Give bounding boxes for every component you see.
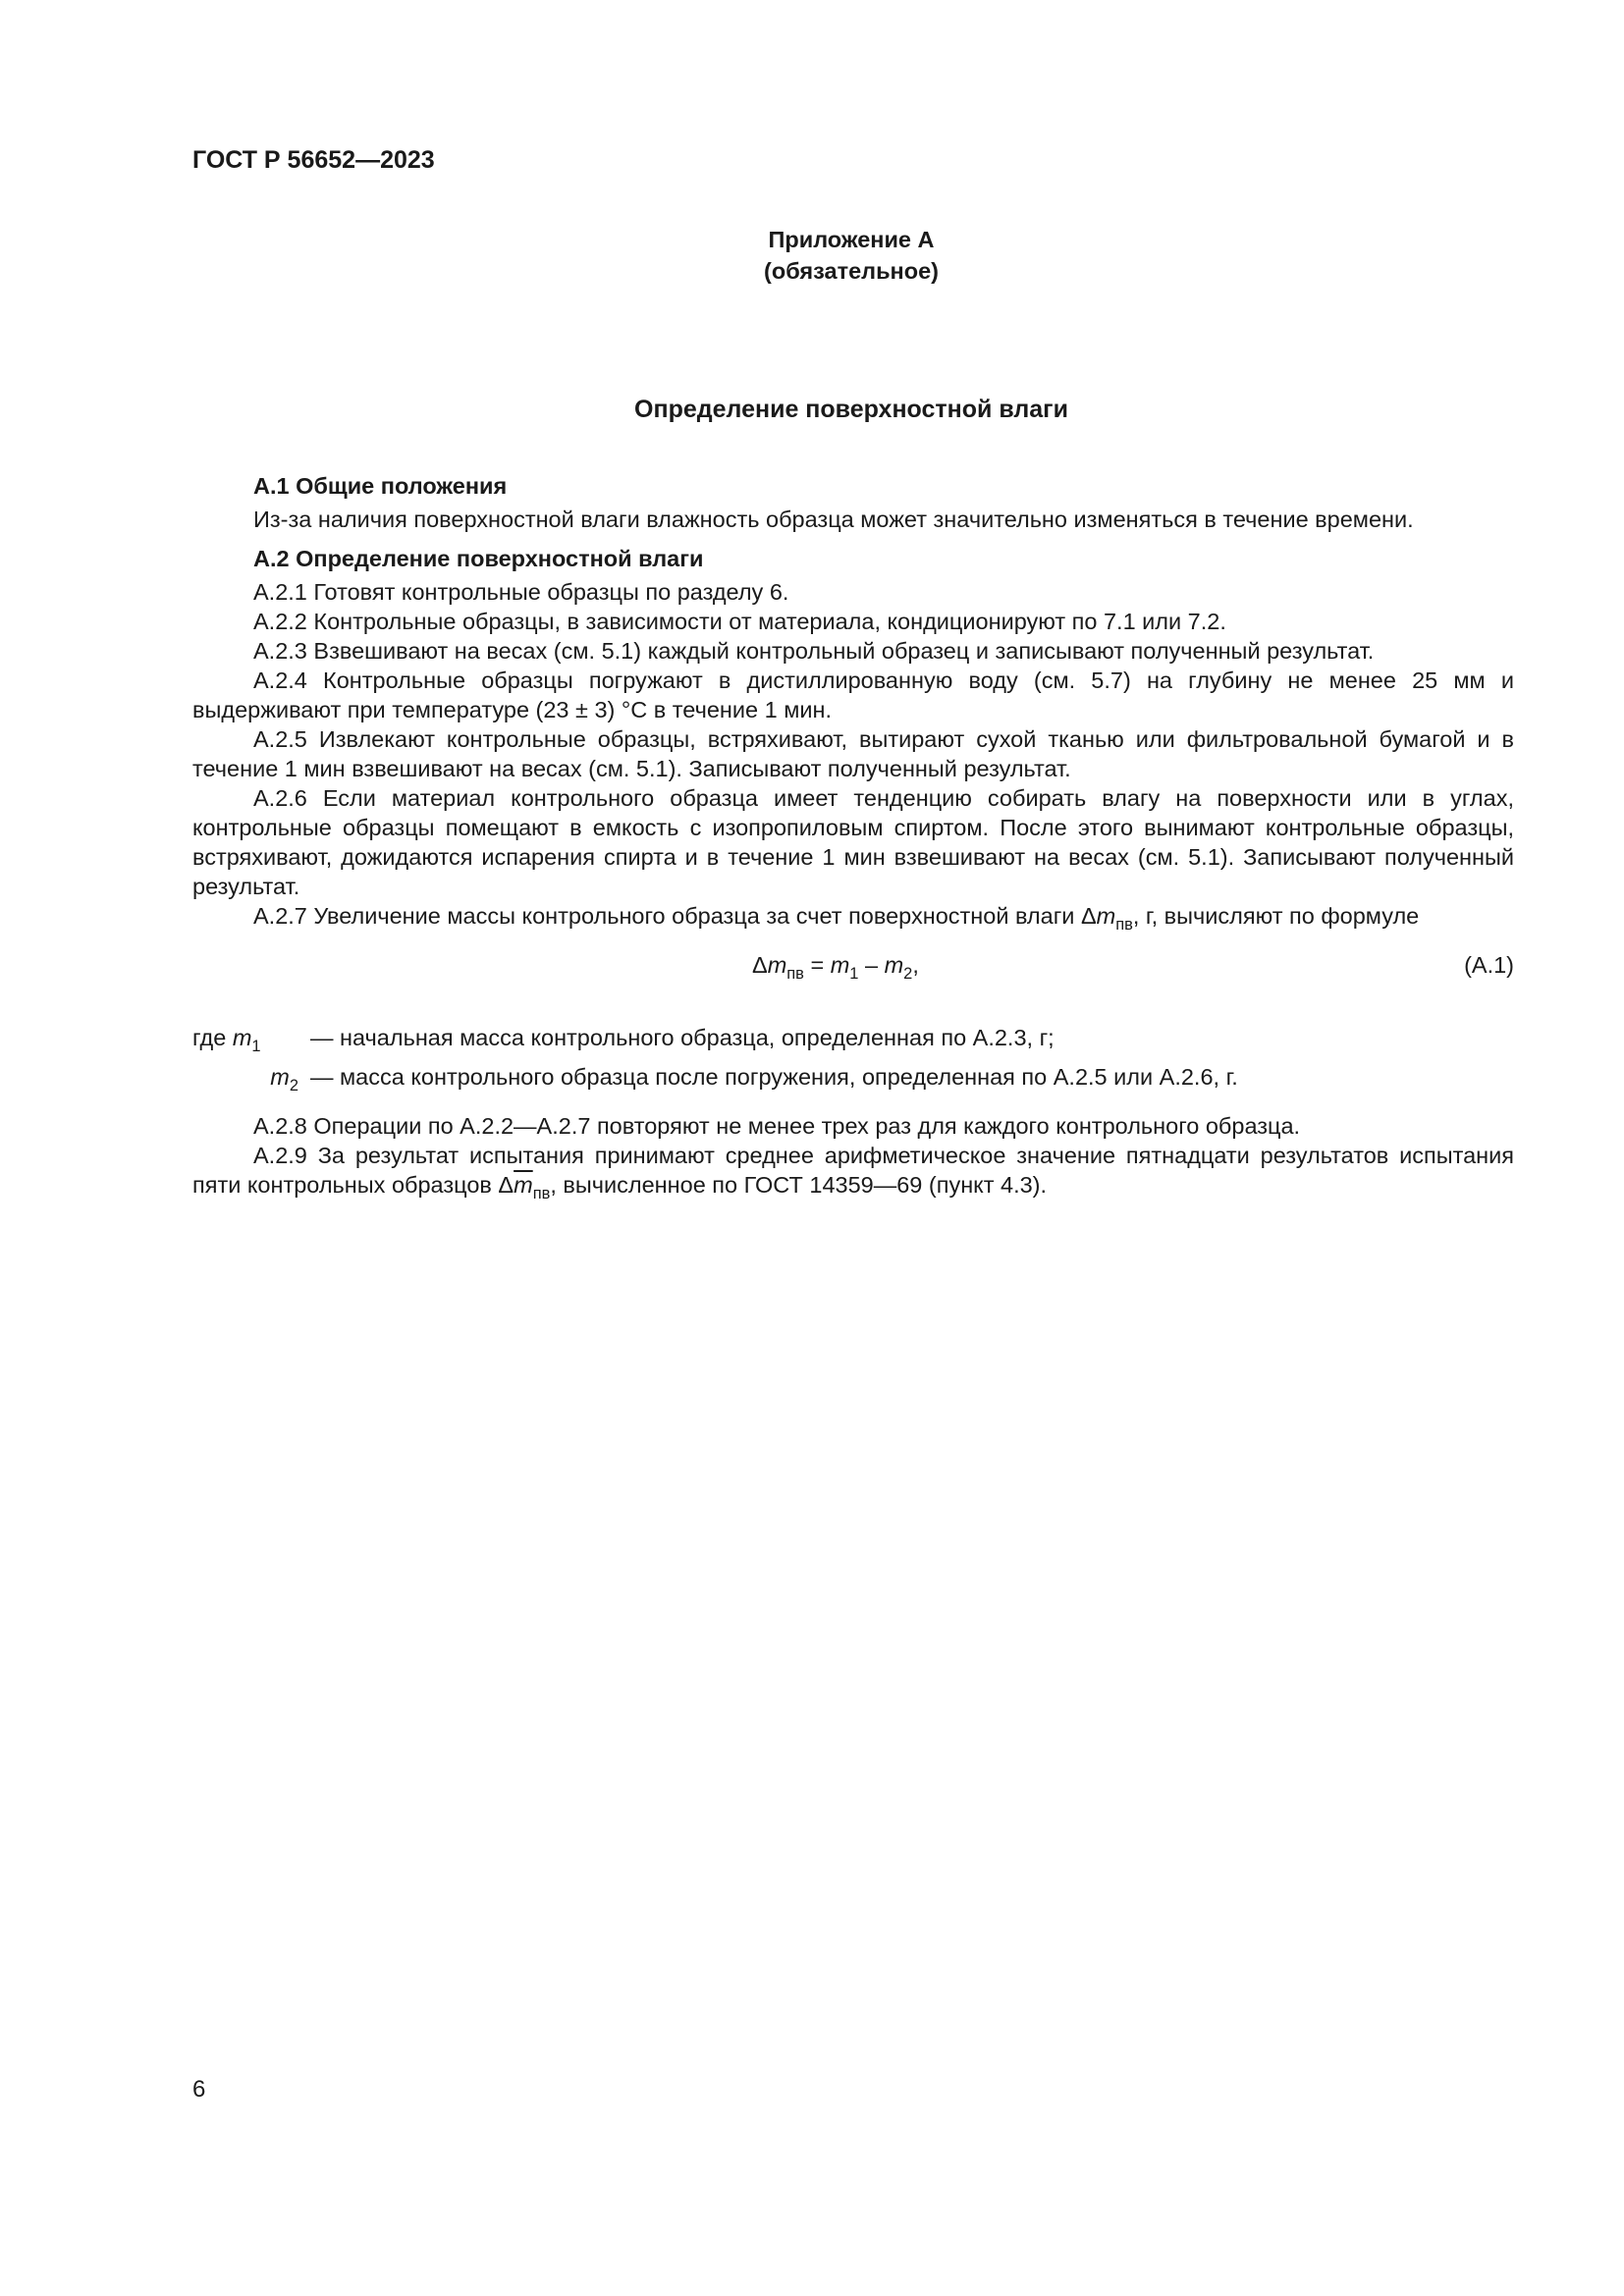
paragraph-a2-6: А.2.6 Если материал контрольного образца имеет тенденцию собирать влагу на поверхности или в углах, контрольные образцы помещают в емкость с изопропиловым спиртом. После этого вынимают контрольные образцы, встряхивают, дожидаются испарения спирта и в течение 1 мин взвешивают на весах (см. 5.1). Записывают полученный результат. (192, 785, 1514, 899)
page-number: 6 (192, 2076, 206, 2103)
paragraph-a2-2: А.2.2 Контрольные образцы, в зависимости от материала, кондиционируют по 7.1 или 7.2. (253, 609, 1226, 634)
paragraph-a2-9-text: А.2.9 За результат испытания принимают среднее арифметическое значение пятнадцати результатов испытания пяти контрольных образцов (192, 1143, 1514, 1198)
legend-row-m1 (192, 1023, 1055, 1055)
paragraph-a2-4: А.2.4 Контрольные образцы погружают в дистиллированную воду (см. 5.7) на глубину не менее 25 мм и выдерживают при температуре (23 ± 3) °С в течение 1 мин. (192, 667, 1514, 722)
document-code: ГОСТ Р 56652—2023 (192, 146, 435, 174)
legend-text-m2: — масса контрольного образца после погружения, определенная по А.2.5 или А.2.6, г. (310, 1064, 1238, 1090)
paragraph-a2-5: А.2.5 Извлекают контрольные образцы, встряхивают, вытирают сухой тканью или фильтровальной бумагой и в течение 1 мин взвешивают на весах (см. 5.1). Записывают полученный результат. (192, 726, 1514, 781)
section-heading-a2: А.2 Определение поверхностной влаги (253, 546, 704, 571)
annex-title: Определение поверхностной влаги (634, 396, 1068, 423)
symbol-delta-m-pv: $\Delta m_{пв}$ (1080, 903, 1133, 934)
formula-legend (192, 1023, 1514, 1101)
section-heading-a1: А.1 Общие положения (253, 473, 508, 499)
paragraph-a2-1: А.2.1 Готовят контрольные образцы по разделу 6. (253, 579, 789, 605)
paragraph-a2-7-text: А.2.7 Увеличение массы контрольного образца за счет поверхностной влаги (253, 903, 1081, 929)
paragraph-a2-7 (192, 901, 1514, 934)
paragraph-a2-7-tail: , г, вычисляют по формуле (1132, 903, 1420, 929)
formula-expression: $\Delta m_{пв} = m_1 - m_2$, (752, 952, 919, 983)
paragraph-a1: Из-за наличия поверхностной влаги влажность образца может значительно изменяться в течение времени. (253, 507, 1414, 532)
annex-heading (0, 224, 1624, 287)
annex-label: Приложение А (768, 227, 935, 252)
paragraph-a2-8: А.2.8 Операции по А.2.2—А.2.7 повторяют не менее трех раз для каждого контрольного образца. (253, 1113, 1301, 1139)
legend-symbol-m2: $m_2$ (270, 1064, 298, 1095)
legend-row-m2 (192, 1062, 1238, 1095)
annex-status: (обязательное) (764, 258, 939, 284)
paragraph-a2-9 (192, 1141, 1514, 1200)
paragraph-a2-3: А.2.3 Взвешивают на весах (см. 5.1) каждый контрольный образец и записывают полученный результат. (253, 638, 1375, 664)
symbol-mean-delta-m-pv: $\Delta\overline{m}_{пв}$ (498, 1172, 551, 1202)
paragraph-a2-9-tail: , вычисленное по ГОСТ 14359—69 (пункт 4.3). (550, 1172, 1048, 1198)
document-body (192, 471, 1514, 1200)
formula-a1 (192, 944, 1514, 1005)
legend-symbol-m1: где $m_1$ (192, 1025, 261, 1055)
formula-number: (А.1) (1464, 952, 1514, 978)
legend-text-m1: — начальная масса контрольного образца, определенная по А.2.3, г; (310, 1025, 1055, 1050)
